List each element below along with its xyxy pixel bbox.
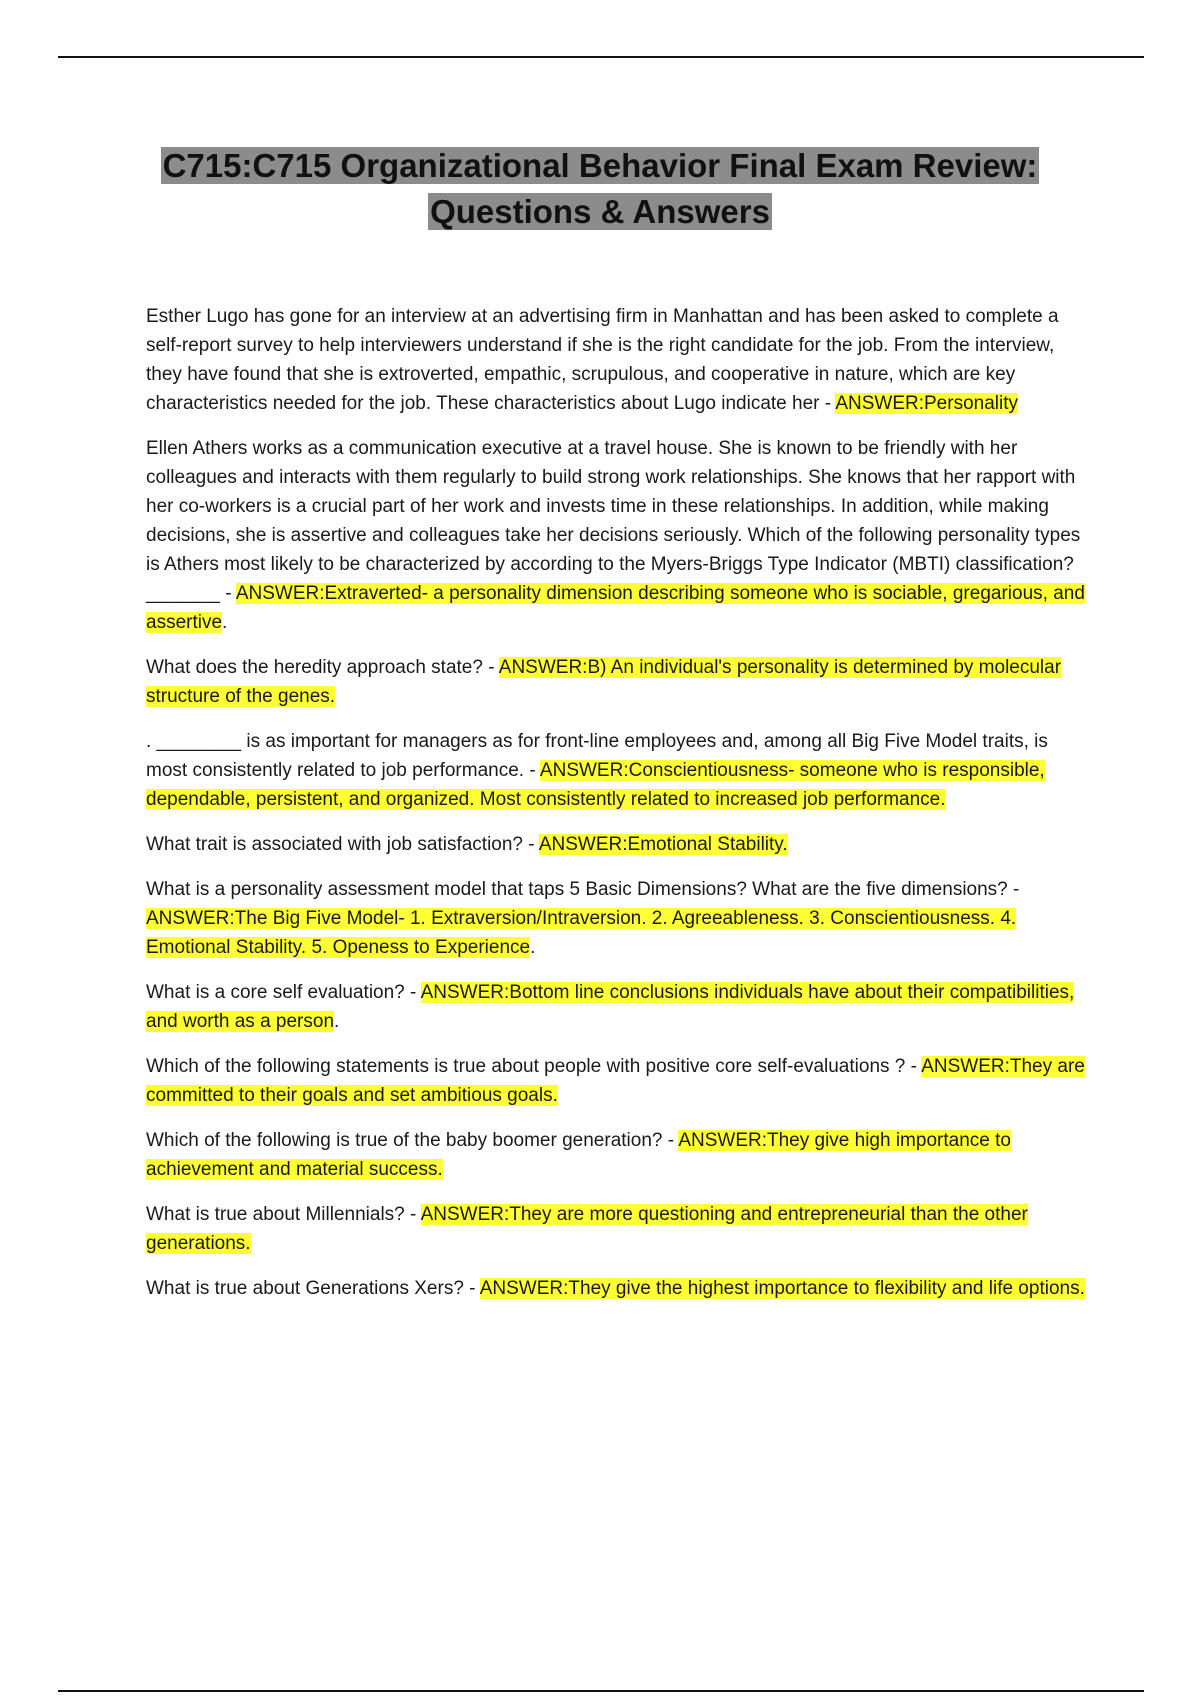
- qa-item: [146, 1200, 1092, 1258]
- answer-text: ANSWER:Extraverted- a personality dimension describing someone who is sociable, gregarious, and assertive: [146, 583, 1085, 633]
- qa-item: [146, 1052, 1092, 1110]
- answer-text: ANSWER:The Big Five Model- 1. Extraversion/Intraversion. 2. Agreeableness. 3. Conscientiousness. 4. Emotional Stability. 5. Openess to Experience: [146, 908, 1017, 958]
- top-rule: [58, 56, 1144, 58]
- answer-tail: .: [334, 1011, 340, 1032]
- qa-item: [146, 1274, 1092, 1303]
- answer-text: ANSWER:They give high importance to achievement and material success.: [146, 1130, 1011, 1180]
- answer-text: ANSWER:They give the highest importance to flexibility and life options.: [479, 1278, 1085, 1299]
- qa-list: [146, 302, 1092, 1319]
- question-text: What is a personality assessment model that taps 5 Basic Dimensions? What are the five dimensions? -: [146, 879, 1020, 900]
- question-text: Ellen Athers works as a communication executive at a travel house. She is known to be friendly with her colleagues and interacts with them regularly to build strong work relationships. She knows that her rapport with her co-workers is a crucial part of her work and invests time in these relationships. In addition, while making decisions, she is assertive and colleagues take her decisions seriously. Which of the following personality types is Athers most likely to be characterized by according to the Myers-Briggs Type Indicator (MBTI) classification? _______ -: [146, 438, 1081, 604]
- question-text: Which of the following is true of the baby boomer generation? -: [146, 1130, 679, 1151]
- question-text: What is a core self evaluation? -: [146, 982, 421, 1003]
- qa-item: [146, 1126, 1092, 1184]
- qa-item: [146, 875, 1092, 962]
- page-title: [100, 143, 1100, 235]
- qa-item: [146, 727, 1092, 814]
- bottom-rule: [58, 1690, 1144, 1692]
- title-line-1: C715:C715 Organizational Behavior Final Exam Review:: [162, 147, 1038, 184]
- answer-text: ANSWER:Personality: [835, 393, 1018, 414]
- title-line-2: Questions & Answers: [430, 193, 770, 230]
- answer-tail: .: [222, 612, 228, 633]
- answer-text: ANSWER:Emotional Stability.: [538, 834, 788, 855]
- answer-text: ANSWER:They are more questioning and entrepreneurial than the other generations.: [146, 1204, 1028, 1254]
- qa-item: [146, 434, 1092, 637]
- answer-tail: .: [530, 937, 536, 958]
- qa-item: [146, 302, 1092, 418]
- question-text: Which of the following statements is true about people with positive core self-evaluations ? -: [146, 1056, 922, 1077]
- question-text: Esther Lugo has gone for an interview at an advertising firm in Manhattan and has been asked to complete a self-report survey to help interviewers understand if she is the right candidate for the job. From the interview, they have found that she is extroverted, empathic, scrupulous, and cooperative in nature, which are key characteristics needed for the job. These characteristics about Lugo indicate her -: [146, 306, 1059, 414]
- qa-item: [146, 830, 1092, 859]
- question-text: What is true about Generations Xers? -: [146, 1278, 480, 1299]
- qa-item: [146, 653, 1092, 711]
- answer-text: ANSWER:They are committed to their goals and set ambitious goals.: [146, 1056, 1085, 1106]
- question-text: What is true about Millennials? -: [146, 1204, 421, 1225]
- answer-text: ANSWER:Conscientiousness- someone who is responsible, dependable, persistent, and organized. Most consistently related to increased job performance.: [146, 760, 1045, 810]
- answer-text: ANSWER:Bottom line conclusions individuals have about their compatibilities, and worth as a person: [146, 982, 1075, 1032]
- question-text: What trait is associated with job satisfaction? -: [146, 834, 539, 855]
- qa-item: [146, 978, 1092, 1036]
- question-text: . ________ is as important for managers as for front-line employees and, among all Big Five Model traits, is most consistently related to job performance. -: [146, 731, 1048, 781]
- answer-text: ANSWER:B) An individual's personality is determined by molecular structure of the genes.: [146, 657, 1062, 707]
- question-text: What does the heredity approach state? -: [146, 657, 499, 678]
